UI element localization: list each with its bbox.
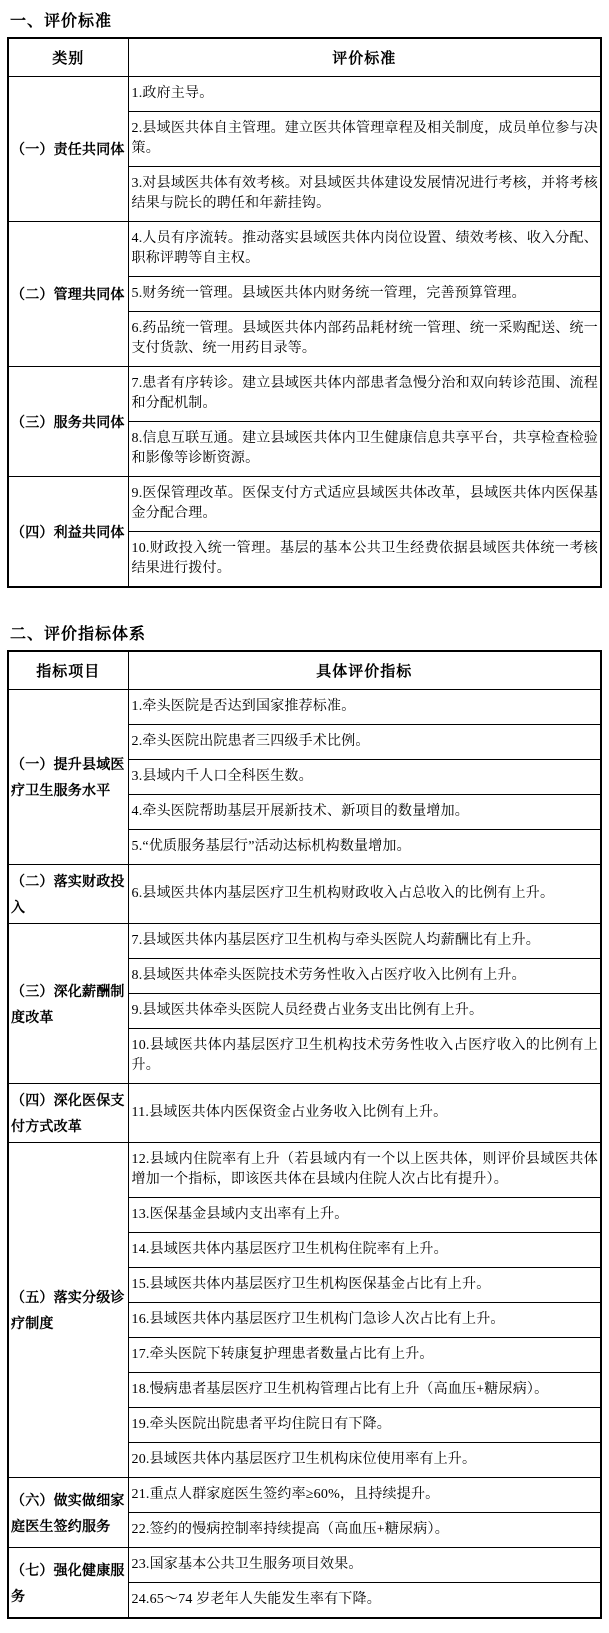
category-cell: （四）利益共同体	[8, 477, 128, 588]
category-cell: （六）做实做细家庭医生签约服务	[8, 1478, 128, 1548]
item-cell: 12.县域内住院率有上升（若县域内有一个以上医共体，则评价县域医共体增加一个指标，即该医共体在县域内住院人次占比有提升）。	[128, 1143, 601, 1198]
item-cell: 5.财务统一管理。县域医共体内财务统一管理，完善预算管理。	[128, 277, 601, 312]
item-cell: 1.牵头医院是否达到国家推荐标准。	[128, 690, 601, 725]
table-row	[8, 367, 601, 422]
category-cell: （三）深化薪酬制度改革	[8, 924, 128, 1084]
item-cell: 18.慢病患者基层医疗卫生机构管理占比有上升（高血压+糖尿病）。	[128, 1373, 601, 1408]
header-row	[8, 38, 601, 77]
table-row	[8, 1548, 601, 1583]
table-row	[8, 1143, 601, 1198]
table-row	[8, 1084, 601, 1143]
category-cell: （五）落实分级诊疗制度	[8, 1143, 128, 1478]
item-cell: 8.信息互联互通。建立县域医共体内卫生健康信息共享平台，共享检查检验和影像等诊断资源。	[128, 422, 601, 477]
item-cell: 20.县域医共体内基层医疗卫生机构床位使用率有上升。	[128, 1443, 601, 1478]
table-row	[8, 1478, 601, 1513]
evaluation-standards-table	[7, 37, 602, 588]
category-column-header: 类别	[8, 38, 128, 77]
table-row	[8, 865, 601, 924]
item-cell: 22.签约的慢病控制率持续提高（高血压+糖尿病）。	[128, 1513, 601, 1548]
item-cell: 2.县域医共体自主管理。建立医共体管理章程及相关制度，成员单位参与决策。	[128, 112, 601, 167]
table-row	[8, 690, 601, 725]
item-cell: 6.药品统一管理。县域医共体内部药品耗材统一管理、统一采购配送、统一支付货款、统一用药目录等。	[128, 312, 601, 367]
criteria-column-header: 评价标准	[128, 38, 601, 77]
header-row	[8, 651, 601, 690]
table-row	[8, 477, 601, 532]
item-cell: 2.牵头医院出院患者三四级手术比例。	[128, 725, 601, 760]
table-row	[8, 77, 601, 112]
item-cell: 10.县域医共体内基层医疗卫生机构技术劳务性收入占医疗收入的比例有上升。	[128, 1029, 601, 1084]
category-cell: （一）提升县域医疗卫生服务水平	[8, 690, 128, 865]
item-cell: 1.政府主导。	[128, 77, 601, 112]
indicator-system-title: 二、评价指标体系	[10, 626, 147, 643]
category-column-header: 指标项目	[8, 651, 128, 690]
table-row	[8, 924, 601, 959]
category-cell: （七）强化健康服务	[8, 1548, 128, 1619]
item-cell: 8.县域医共体牵头医院技术劳务性收入占医疗收入比例有上升。	[128, 959, 601, 994]
item-cell: 21.重点人群家庭医生签约率≥60%，且持续提升。	[128, 1478, 601, 1513]
item-cell: 16.县域医共体内基层医疗卫生机构门急诊人次占比有上升。	[128, 1303, 601, 1338]
criteria-column-header: 具体评价指标	[128, 651, 601, 690]
item-cell: 4.牵头医院帮助基层开展新技术、新项目的数量增加。	[128, 795, 601, 830]
category-cell: （二）落实财政投入	[8, 865, 128, 924]
item-cell: 9.县域医共体牵头医院人员经费占业务支出比例有上升。	[128, 994, 601, 1029]
item-cell: 14.县域医共体内基层医疗卫生机构住院率有上升。	[128, 1233, 601, 1268]
indicator-system-table	[7, 650, 602, 1619]
item-cell: 7.患者有序转诊。建立县域医共体内部患者急慢分治和双向转诊范围、流程和分配机制。	[128, 367, 601, 422]
item-cell: 4.人员有序流转。推动落实县域医共体内岗位设置、绩效考核、收入分配、职称评聘等自主权。	[128, 222, 601, 277]
category-cell: （二）管理共同体	[8, 222, 128, 367]
category-cell: （一）责任共同体	[8, 77, 128, 222]
category-cell: （三）服务共同体	[8, 367, 128, 477]
evaluation-standards-title: 一、评价标准	[10, 13, 113, 30]
item-cell: 23.国家基本公共卫生服务项目效果。	[128, 1548, 601, 1583]
item-cell: 9.医保管理改革。医保支付方式适应县域医共体改革，县域医共体内医保基金分配合理。	[128, 477, 601, 532]
item-cell: 15.县域医共体内基层医疗卫生机构医保基金占比有上升。	[128, 1268, 601, 1303]
item-cell: 24.65～74 岁老年人失能发生率有下降。	[128, 1583, 601, 1619]
item-cell: 17.牵头医院下转康复护理患者数量占比有上升。	[128, 1338, 601, 1373]
item-cell: 5.“优质服务基层行”活动达标机构数量增加。	[128, 830, 601, 865]
category-cell: （四）深化医保支付方式改革	[8, 1084, 128, 1143]
item-cell: 11.县域医共体内医保资金占业务收入比例有上升。	[128, 1084, 601, 1143]
section-indicator-system	[7, 621, 602, 1619]
item-cell: 19.牵头医院出院患者平均住院日有下降。	[128, 1408, 601, 1443]
section-evaluation-standards	[7, 8, 602, 588]
table-row	[8, 222, 601, 277]
item-cell: 3.对县域医共体有效考核。对县域医共体建设发展情况进行考核，并将考核结果与院长的聘任和年薪挂钩。	[128, 167, 601, 222]
item-cell: 7.县域医共体内基层医疗卫生机构与牵头医院人均薪酬比有上升。	[128, 924, 601, 959]
item-cell: 6.县域医共体内基层医疗卫生机构财政收入占总收入的比例有上升。	[128, 865, 601, 924]
item-cell: 3.县域内千人口全科医生数。	[128, 760, 601, 795]
item-cell: 13.医保基金县域内支出率有上升。	[128, 1198, 601, 1233]
item-cell: 10.财政投入统一管理。基层的基本公共卫生经费依据县域医共体统一考核结果进行拨付。	[128, 532, 601, 588]
